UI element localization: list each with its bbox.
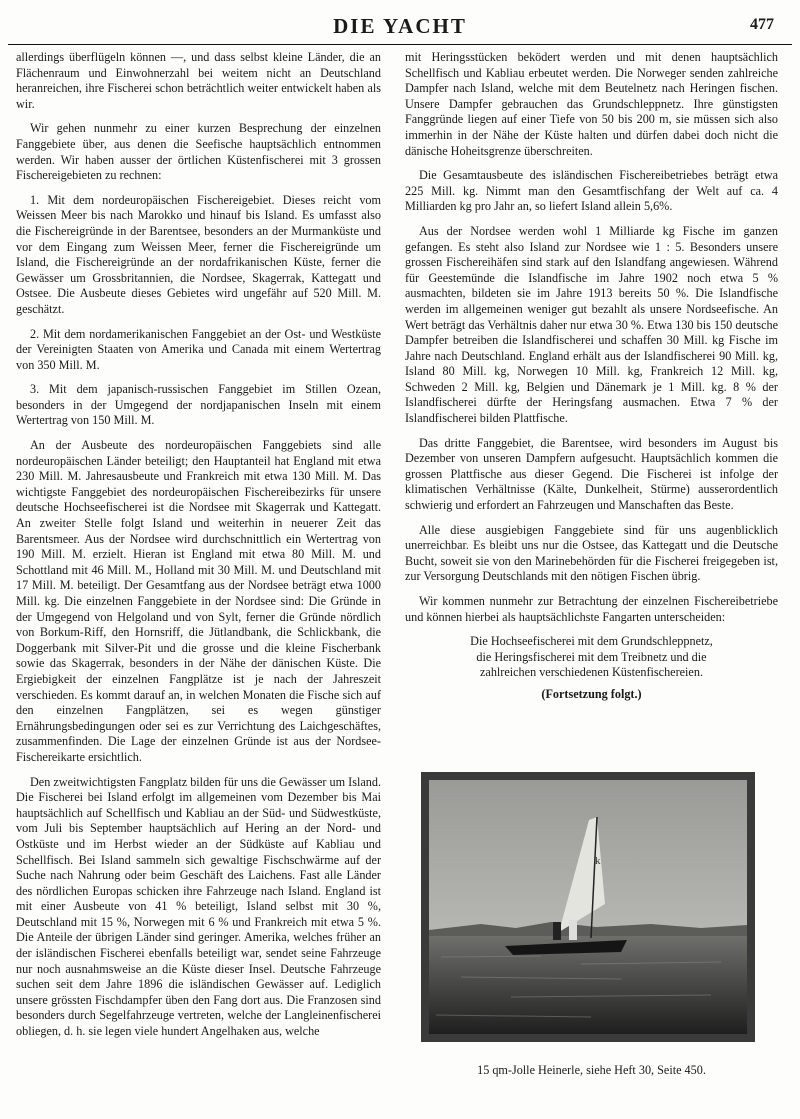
photo-caption: 15 qm-Jolle Heinerle, siehe Heft 30, Seite 450. — [477, 1063, 706, 1077]
paragraph: Den zweitwichtigsten Fangplatz bilden für uns die Gewässer um Island. Die Fischerei bei Island erfolgt im allgemeinen vom Dezember bis Mai hauptsächlich auf Schellfisch und Kabliau an der Süd- und Südwestküste, vom Juli bis September hauptsächlich auf Hering an der Nord- und Ostküste und im Herbst wieder an der Südküste auf Kabliau und Schellfisch. Bei Island sammeln sich gewaltige Fischschwärme auf der Suche nach Nahrung oder beim Geschäft des Laichens. Fast alle Länder des nördlichen Europas schicken ihre Fahrzeuge nach Island. England ist mit einer Ausbeute von 41 % beteiligt, Island selbst mit 30 %, Deutschland mit 15 %, Norwegen mit 6 % und Frankreich mit etwa 5 %. Die Anteile der übrigen Länder sind geringer. Amerika, welches früher an der isländischen Fischerei ebenfalls beteiligt war, sendet seine Fahrzeuge nur noch ausnahmsweise an die Küste dieser Insel. Deutsche Fahrzeuge suchen seit dem Jahre 1896 die isländischen Gewässer auf. Lediglich unsere grössten Fischdampfer üben den Fang dort aus. Die Franzosen sind besonders durch Segelfahrzeuge vertreten, welche der Langleinenfischerei obliegen, d. h. sie legen viele hundert Angelhaken aus, welche — [16, 774, 381, 1039]
continued-note: (Fortsetzung folgt.) — [541, 686, 642, 701]
paragraph: mit Heringsstücken beködert werden und mit denen hauptsächlich Schellfisch und Kabliau erbeutet werden. Die Norweger senden zahlreiche Dampfer nach Island, welche mit dem Beutelnetz nach Heringen fischen. Unsere Dampfer gebrauchen das Grundschleppnetz. Ihre günstigsten Fanggründe liegen auf einer Tiefe von 50 bis 200 m, sie müssen sich also immerhin in der Nähe der Küste halten und dürfen dabei doch nicht die dänische Hoheitsgrenze überschreiten. — [405, 50, 778, 158]
list-item: die Heringsfischerei mit dem Treibnetz und die — [476, 649, 707, 664]
paragraph: 3. Mit dem japanisch-russischen Fanggebiet im Stillen Ozean, besonders in der Umgegend der nordjapanischen Inseln mit einem Wertertrag von 150 Mill. M. — [16, 382, 381, 428]
fangarten-list — [405, 634, 778, 681]
sailboat-photo — [421, 772, 755, 1042]
paragraph: Wir kommen nunmehr zur Betrachtung der einzelnen Fischereibetriebe und können hierbei als hauptsächlichste Fangarten unterscheiden: — [405, 594, 778, 624]
left-column — [16, 50, 381, 1049]
paragraph: Aus der Nordsee werden wohl 1 Milliarde kg Fische im ganzen gefangen. Es steht also Island zur Nordsee wie 1 : 5. Besonders unsere grossen Fischereihäfen sind stark auf den Islandfang angewiesen. Während für Geestemünde die Islandfische im Jahre 1902 noch etwa 5 % ausmachten, bildeten sie im Jahre 1913 bereits 50 %. Die Islandfische werden im allgemeinen weniger gut bezahlt als unsere Nordseefische. An Wert beträgt das Verhältnis daher nur etwa 30 %. Etwa 130 bis 150 deutsche Dampfer betreiben die Islandfischerei und schaffen 30 Mill. kg Fische im Jahre nach Deutschland. England erhält aus der Islandfischerei 90 Mill. kg, Island 80 Mill. kg, Norwegen 10 Mill. kg, Frankreich 12 Mill. kg, Schweden 2 Mill. kg, Belgien und Dänemark je 1 Mill. kg. 8 % der Islandfischerei dürfte der Heringsfang ausmachen. Etwa 7 % der Islandfischerei bilden Plattfische. — [405, 223, 778, 426]
sail-mark: k — [595, 855, 601, 867]
page-header — [8, 8, 792, 45]
paragraph: allerdings überflügeln können —, und dass selbst kleine Länder, die an Flächenraum und Einwohnerzahl bei weitem nicht an Deutschland heranreichen, ihre Fischerei schon beträchtlich weiter entwickelt haben als wir. — [16, 50, 381, 111]
list-item: Die Hochseefischerei mit dem Grundschleppnetz, — [470, 634, 713, 649]
sailboat-image — [421, 772, 755, 1042]
paragraph: Alle diese ausgiebigen Fanggebiete sind für uns augenblicklich unerreichbar. Es bleibt uns nur die Ostsee, das Kattegatt und die Deutsche Bucht, soweit sie von den Marinebehörden für die Fischerei freigegeben ist, zur Versorgung Deutschlands mit den nötigen Fischen übrig. — [405, 522, 778, 584]
paragraph: Die Gesamtausbeute des isländischen Fischereibetriebes beträgt etwa 225 Mill. kg. Nimmt man den Gesamtfischfang der Welt auf ca. 4 Milliarden kg pro Jahr an, so liefert Island allein 5,6%. — [405, 168, 778, 214]
paragraph: An der Ausbeute des nordeuropäischen Fanggebiets sind alle nordeuropäischen Länder beteiligt; den Hauptanteil hat England mit etwa 230 Mill. M. Jahresausbeute und Frankreich mit etwa 130 Mill. M. Das wichtigste Fanggebiet des nordeuropäischen Fischereibezirks für unsere deutsche Hochseefischerei ist die Nordsee mit Skagerrak und Kattegatt. An zweiter Stelle folgt Island und weiterhin in neuerer Zeit das Barentsmeer. Aus der Nordsee wird durchschnittlich ein Wertertrag von 190 Mill. M. erzielt. Hieran ist England mit etwa 80 Mill. M. und Schottland mit 46 Mill. M., Holland mit 30 Mill. M. und Deutschland mit 17 Mill. M. beteiligt. Der Gesamtfang aus der Nordsee beträgt etwa 1000 Mill. kg. Die einzelnen Fanggebiete in der Nordsee sind: Die Gründe in der Umgegend von Helgoland und von Sylt, ferner die Gründe nördlich von Borkum-Riff, den Hornsriff, die Jütlandbank, die Schlickbank, die Doggerbank mit Silver-Pit und die grosse und die kleine Fischerbank sowie das Skagerrak, besonders in der Nähe der dänischen Küste. Die Ergiebigkeit der einzelnen Fangplätze ist je nach der Jahreszeit verschieden. Es kommt darauf an, in welchen Monaten die Fische sich auf den einzelnen Fangplätzen, sei es wegen günstiger Ernährungsbedingungen oder sei es zur Verrichtung des Laichgeschäftes, zusammenfinden. Die Lage der einzelnen Gründe ist aus der Nordsee-Fischereikarte ersichtlich. — [16, 438, 381, 764]
right-column — [405, 50, 778, 703]
paragraph: 2. Mit dem nordamerikanischen Fanggebiet an der Ost- und Westküste der Vereinigten Staaten von Amerika und Canada mit einem Wertertrag von 350 Mill. M. — [16, 326, 381, 372]
paragraph: 1. Mit dem nordeuropäischen Fischereigebiet. Dieses reicht vom Weissen Meer bis nach Marokko und hinauf bis Island. Es umfasst also die Fischereigründe in der Barentsee, besonders an der Murmanküste und vor dem Eingang zum Weissen Meer, ferner die Fischereigründe um Island, die Fischereigründe an der nordafrikanischen Küste, ferner die Gewässer um Grossbritannien, die Nordsee, Skagerrak, Kattegatt und Ostsee. Die Ausbeute dieses Gebietes wird ungefähr auf 520 Mill. M. geschätzt. — [16, 192, 381, 316]
paragraph: Das dritte Fanggebiet, die Barentsee, wird besonders im August bis Dezember von unseren Dampfern aufgesucht. Hauptsächlich kommen die grossen Plattfische aus dieser Gegend. Die Fischerei ist infolge der klimatischen Verhältnisse (Kälte, Dunkelheit, Stürme) ausserordentlich schwierig und erfordert an Fahrzeugen und Manschaften das Beste. — [405, 435, 778, 513]
magazine-title: DIE YACHT — [333, 14, 467, 38]
paragraph: Wir gehen nunmehr zu einer kurzen Besprechung der einzelnen Fanggebiete über, aus denen die Seefische hauptsächlich entnommen werden. Wir haben ausser der örtlichen Küstenfischerei mit 3 grossen Fischereigebieten zu rechnen: — [16, 121, 381, 183]
page-number: 477 — [750, 16, 774, 33]
list-item: zahlreichen verschiedenen Küstenfischereien. — [480, 665, 703, 680]
